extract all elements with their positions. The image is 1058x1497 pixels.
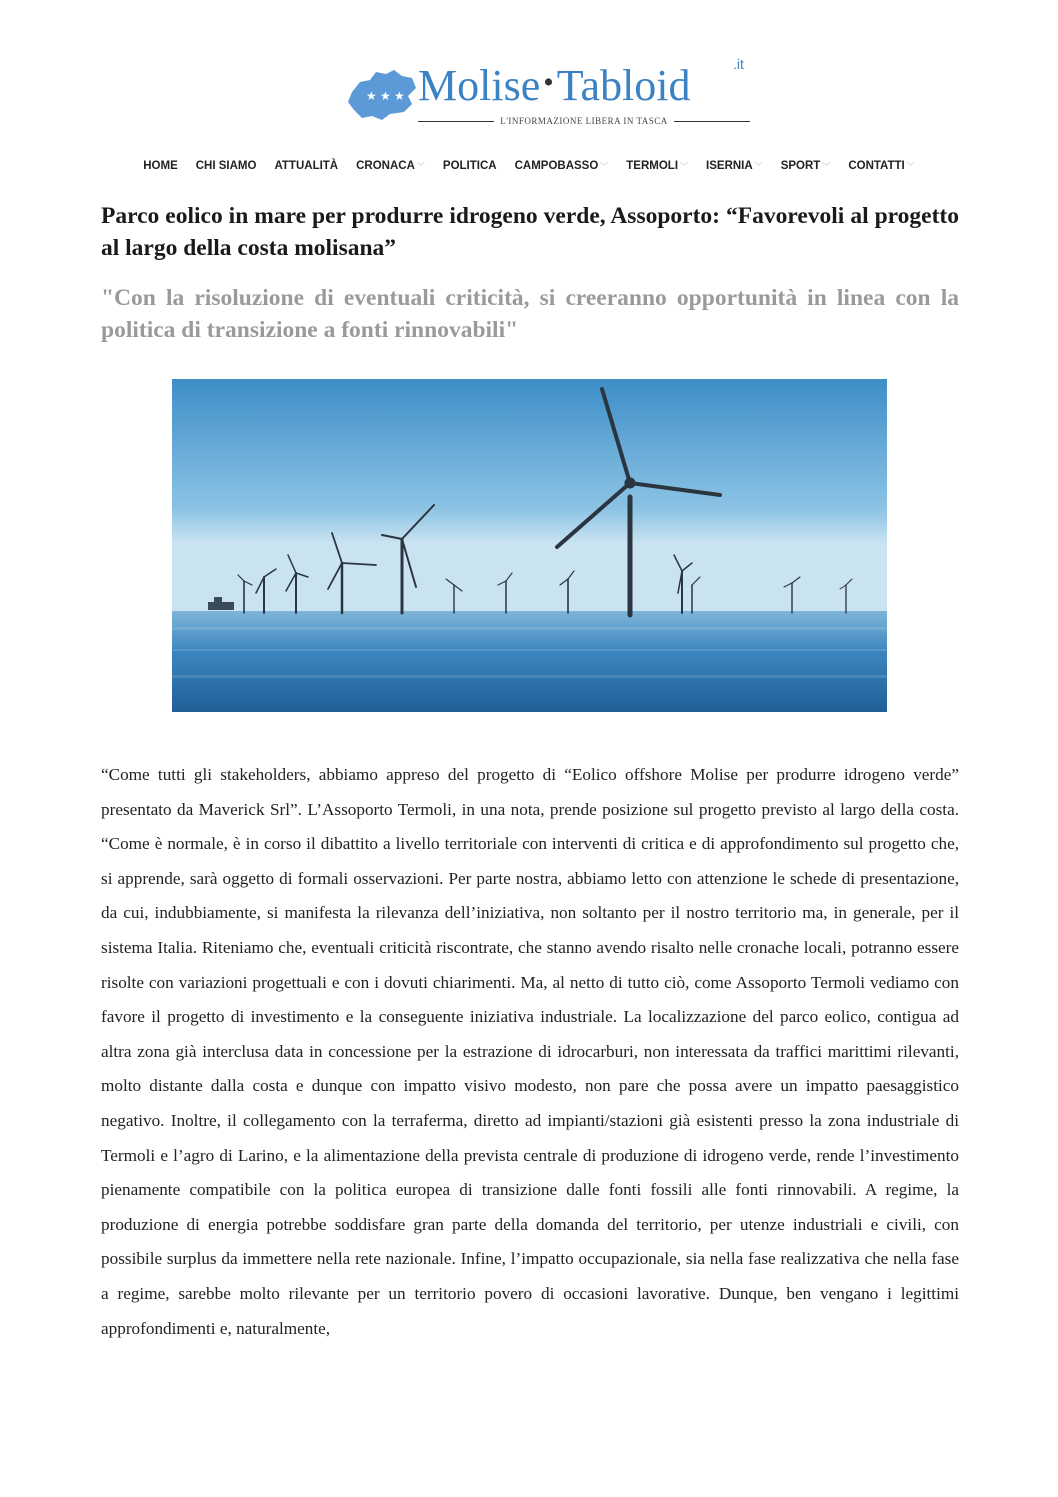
article-hero-image (172, 379, 887, 712)
molise-map-icon (346, 66, 420, 122)
nav-item-label: TERMOLI (626, 160, 679, 172)
nav-item-label: POLITICA (442, 160, 497, 172)
offshore-wind-farm-image (172, 379, 887, 712)
main-nav (0, 160, 1058, 172)
chevron-down-icon: ﹀ (600, 161, 609, 171)
tagline-rule-left (418, 121, 494, 122)
logo-wordmark (418, 60, 691, 111)
logo-dot: • (543, 66, 554, 99)
nav-item-home[interactable] (134, 160, 187, 172)
nav-item-label: ATTUALITÀ (274, 160, 339, 172)
nav-item-label: SPORT (780, 160, 821, 172)
nav-item-isernia[interactable] (697, 160, 772, 172)
svg-text:★: ★ (380, 89, 391, 103)
logo-wordmark-part1: Molise (418, 61, 541, 110)
logo-tagline (418, 116, 750, 126)
nav-item-label: CONTATTI (848, 160, 905, 172)
nav-item-label: ISERNIA (706, 160, 753, 172)
tagline-text: L'INFORMAZIONE LIBERA IN TASCA (500, 116, 668, 126)
nav-item-label: CRONACA (356, 160, 415, 172)
logo-tld: .it (733, 56, 744, 72)
nav-item-label: HOME (143, 160, 178, 172)
nav-item-attualita[interactable] (265, 160, 347, 172)
logo-wordmark-part2: Tabloid (556, 61, 691, 110)
nav-item-contatti[interactable] (839, 160, 923, 172)
nav-item-termoli[interactable] (617, 160, 697, 172)
nav-item-chi-siamo[interactable] (187, 160, 266, 172)
chevron-down-icon: ﹀ (906, 161, 915, 171)
article-title: Parco eolico in mare per produrre idrogeno verde, Assoporto: “Favorevoli al progetto al largo della costa molisana” (101, 203, 959, 261)
article-subtitle: "Con la risoluzione di eventuali criticità, si creeranno opportunità in linea con la politica di transizione a fonti rinnovabili" (101, 285, 959, 343)
nav-item-campobasso[interactable] (506, 160, 618, 172)
chevron-down-icon: ﹀ (680, 161, 689, 171)
tagline-rule-right (674, 121, 750, 122)
site-logo[interactable] (340, 56, 760, 136)
nav-item-politica[interactable] (434, 160, 506, 172)
nav-item-sport[interactable] (772, 160, 840, 172)
nav-item-cronaca[interactable] (347, 160, 434, 172)
svg-text:★: ★ (366, 89, 377, 103)
chevron-down-icon: ﹀ (822, 161, 831, 171)
svg-text:★: ★ (394, 89, 405, 103)
nav-item-label: CAMPOBASSO (514, 160, 599, 172)
article-body: “Come tutti gli stakeholders, abbiamo appreso del progetto di “Eolico offshore Molise per produrre idrogeno verde” presentato da Maverick Srl”. L’Assoporto Termoli, in una nota, prende posizione sul progetto previsto al largo della costa. “Come è normale, è in corso il dibattito a livello territoriale con interventi di critica e di approfondimento sul progetto che, si apprende, sarà oggetto di formali osservazioni. Per parte nostra, abbiamo letto con attenzione le schede di presentazione, da cui, indubbiamente, si manifesta la rilevanza dell’iniziativa, non soltanto per il nostro territorio ma, in generale, per il sistema Italia. Riteniamo che, eventuali criticità riscontrate, che stanno avendo risalto nelle cronache locali, potranno essere risolte con variazioni progettuali e con i dovuti chiarimenti. Ma, al netto di tutto ciò, come Assoporto Termoli vediamo con favore il progetto di investimento e la conseguente iniziativa industriale. La localizzazione del parco eolico, contigua ad altra zona già interclusa data in concessione per la estrazione di idrocarburi, non interessata da traffici marittimi rilevanti, molto distante dalla costa e dunque con impatto visivo modesto, non pare che possa avere un impatto paesaggistico negativo. Inoltre, il collegamento con la terraferma, diretto ad impianti/stazioni già esistenti presso la zona industriale di Termoli e l’agro di Larino, e la alimentazione della prevista centrale di produzione di idrogeno verde, rende l’investimento pienamente compatibile con la politica europea di transizione dalle fonti fossili alle fonti rinnovabili. A regime, la produzione di energia potrebbe soddisfare gran parte della domanda del territorio, per utenze industriali e civili, con possibile surplus da immettere nella rete nazionale. Infine, l’impatto occupazionale, sia nella fase realizzativa che nella fase a regime, sarebbe molto rilevante per un territorio povero di occasioni lavorative. Dunque, ben vengano i legittimi approfondimenti e, naturalmente, (101, 765, 959, 1338)
chevron-down-icon: ﹀ (416, 161, 425, 171)
nav-item-label: CHI SIAMO (195, 160, 257, 172)
chevron-down-icon: ﹀ (754, 161, 763, 171)
